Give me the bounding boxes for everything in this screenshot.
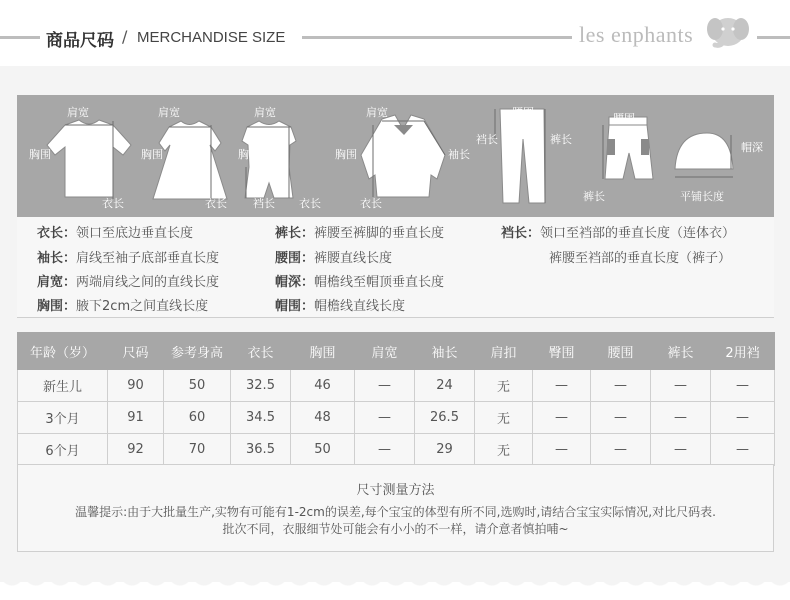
label-crotch-romper: 裆长 [253, 197, 275, 210]
label-length-tee: 衣长 [102, 197, 124, 210]
table-cell: 91 [108, 402, 164, 434]
definition-item: 袖长：肩线至袖子底部垂直长度 [37, 251, 220, 266]
table-cell: — [711, 434, 775, 466]
table-header: 胸围 [291, 333, 355, 370]
table-header: 参考身高 [164, 333, 231, 370]
notes-title: 尺寸测量方法 [356, 483, 435, 498]
header-rule-right [757, 36, 790, 39]
page-title: 商品尺码 [46, 31, 114, 51]
table-cell: 48 [291, 402, 355, 434]
header-rule-left [0, 36, 40, 39]
measurement-definitions [17, 217, 774, 318]
brand-name: les enphants [579, 22, 694, 47]
table-cell: 92 [108, 434, 164, 466]
label-shoulder-tee: 肩宽 [67, 106, 89, 119]
table-header: 衣长 [231, 333, 291, 370]
label-length-jacket: 衣长 [360, 197, 382, 210]
definition-item: 腰围：裤腰直线长度 [275, 251, 393, 266]
table-cell: — [711, 370, 775, 402]
header-rule-middle [302, 36, 572, 39]
definition-item: 肩宽：两端肩线之间的直线长度 [37, 275, 220, 290]
definition-item: 帽深：帽檐线至帽顶垂直长度 [275, 275, 445, 290]
definition-item: 帽围：帽檐线直线长度 [275, 299, 406, 314]
shorts-pocket-left-icon [607, 139, 615, 155]
table-cell: 70 [164, 434, 231, 466]
table-cell: 3个月 [18, 402, 108, 434]
elephant-logo-icon [703, 15, 751, 49]
table-cell: 60 [164, 402, 231, 434]
shorts-pocket-right-icon [641, 139, 649, 155]
table-cell: 29 [415, 434, 475, 466]
label-hat-flat-length: 平铺长度 [680, 190, 724, 203]
table-cell: — [651, 402, 711, 434]
table-row [18, 370, 775, 402]
pants-icon [500, 109, 545, 203]
hat-icon [675, 133, 733, 169]
definition-item: 裤长：裤腰至裤脚的垂直长度 [275, 226, 445, 241]
label-sleeve-jacket: 袖长 [448, 148, 470, 161]
table-header: 腰围 [591, 333, 651, 370]
table-cell: — [591, 370, 651, 402]
table-header: 肩宽 [355, 333, 415, 370]
table-cell: 无 [475, 370, 533, 402]
table-cell: 34.5 [231, 402, 291, 434]
table-header: 裤长 [651, 333, 711, 370]
table-cell: 26.5 [415, 402, 475, 434]
table-cell: 46 [291, 370, 355, 402]
table-header: 肩扣 [475, 333, 533, 370]
table-cell: 24 [415, 370, 475, 402]
table-header: 2用裆 [711, 333, 775, 370]
label-chest-romper: 胸围 [238, 148, 260, 161]
size-table [17, 332, 775, 466]
notes-line: 批次不同，衣服细节处可能会有小小的不一样，请介意者慎拍哺~ [222, 522, 569, 536]
table-cell: 50 [164, 370, 231, 402]
dress-icon [153, 121, 227, 199]
table-row [18, 434, 775, 466]
table-header: 袖长 [415, 333, 475, 370]
notes-line: 温馨提示:由于大批量生产,实物有可能有1-2cm的误差,每个宝宝的体型有所不同,选购时,请结合宝宝实际情况,对比尺码表. [75, 505, 716, 519]
scalloped-bottom-edge [0, 574, 790, 600]
label-length-romper: 衣长 [299, 197, 321, 210]
table-cell: — [591, 402, 651, 434]
table-cell: 新生儿 [18, 370, 108, 402]
table-header: 尺码 [108, 333, 164, 370]
table-cell: 50 [291, 434, 355, 466]
table-cell: — [533, 434, 591, 466]
table-cell: — [355, 402, 415, 434]
table-cell: 无 [475, 402, 533, 434]
garment-drawings [17, 95, 774, 217]
size-notes [17, 464, 774, 552]
tshirt-icon [47, 120, 131, 197]
table-cell: — [533, 402, 591, 434]
title-separator: / [122, 27, 128, 46]
table-cell: — [711, 402, 775, 434]
table-cell: — [591, 434, 651, 466]
table-cell: — [651, 370, 711, 402]
table-cell: 36.5 [231, 434, 291, 466]
table-header-row [18, 333, 775, 370]
label-hat-depth: 帽深 [741, 141, 763, 154]
definition-item: 胸围：腋下2cm之间直线长度 [37, 299, 209, 314]
garment-illustrations [17, 95, 774, 217]
definition-item: 裤腰至裆部的垂直长度（裤子） [549, 251, 732, 266]
label-shoulder-dress: 肩宽 [158, 106, 180, 119]
table-cell: 32.5 [231, 370, 291, 402]
definition-item: 衣长：领口至底边垂直长度 [37, 226, 194, 241]
page-subtitle: MERCHANDISE SIZE [137, 29, 286, 46]
table-cell: 6个月 [18, 434, 108, 466]
label-chest-dress: 胸围 [141, 148, 163, 161]
label-shorts-length: 裤长 [583, 190, 605, 203]
label-shoulder-romper: 肩宽 [254, 106, 276, 119]
label-pants-length: 裤长 [550, 133, 572, 146]
table-cell: — [355, 434, 415, 466]
table-row [18, 402, 775, 434]
label-shoulder-jacket: 肩宽 [366, 106, 388, 119]
label-waist-pants: 腰围 [512, 106, 534, 119]
label-waist-shorts: 腰围 [613, 112, 635, 125]
label-chest-tee: 胸围 [29, 148, 51, 161]
table-cell: — [651, 434, 711, 466]
table-cell: 无 [475, 434, 533, 466]
label-crotch-pants: 裆长 [476, 133, 498, 146]
label-chest-jacket: 胸围 [335, 148, 357, 161]
table-header: 臀围 [533, 333, 591, 370]
table-cell: 90 [108, 370, 164, 402]
definition-item: 裆长：领口至裆部的垂直长度（连体衣） [501, 226, 736, 241]
table-cell: — [355, 370, 415, 402]
table-cell: — [533, 370, 591, 402]
table-header: 年龄（岁） [18, 333, 108, 370]
label-length-dress: 衣长 [205, 197, 227, 210]
